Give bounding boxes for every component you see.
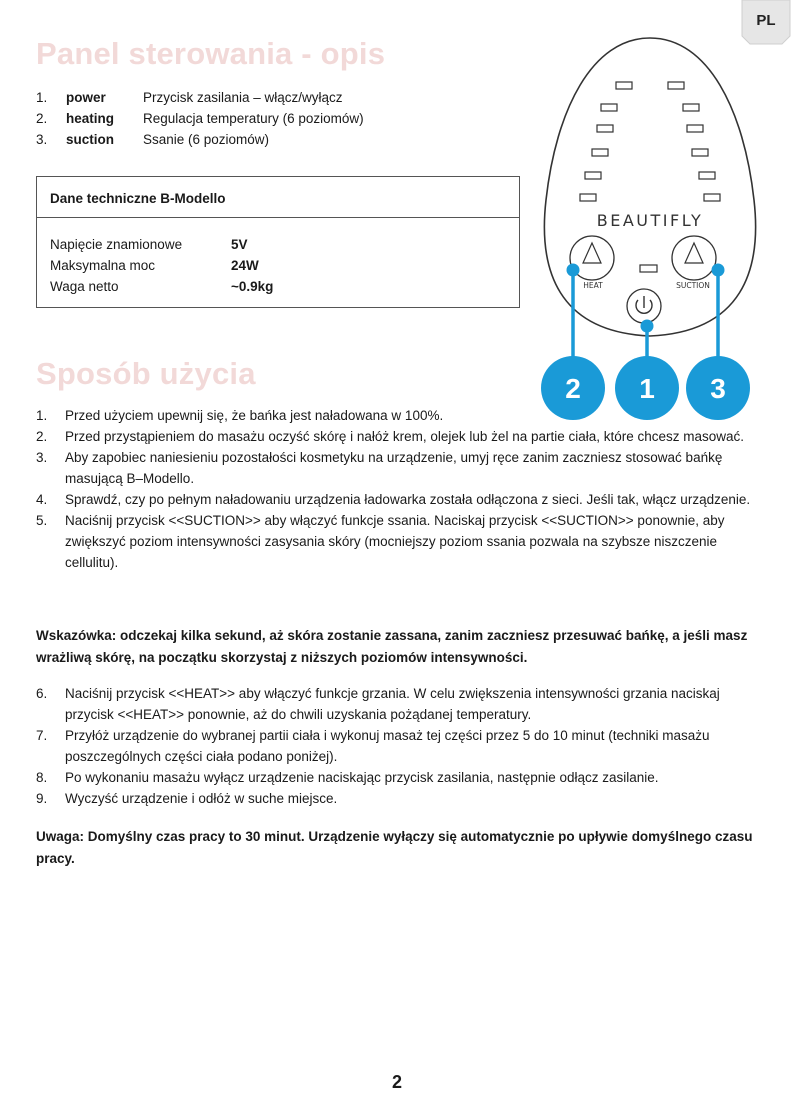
step-text: Naciśnij przycisk <<SUCTION>> aby włączyć funkcje ssania. Naciskaj przycisk <<SUCTION>> ponownie, aby zwiększyć poziom intensywności zasysania skóry (mocniejszy poziom ssania pozwala na szybsze niszczenie cellulitu).: [65, 513, 725, 570]
callout-suction-dot: [712, 264, 725, 277]
step-number: 3.: [36, 450, 48, 465]
spec-value: 5V: [231, 237, 248, 252]
step-text: Przyłóż urządzenie do wybranej partii ciała i wykonuj masaż tej części przez 5 do 10 minut (techniki masażu poszczególnych części ciała podano poniżej).: [65, 728, 710, 764]
specs-divider: [37, 217, 519, 218]
control-name: power: [66, 90, 106, 105]
step-text: Sprawdź, czy po pełnym naładowaniu urządzenia ładowarka została odłączona z sieci. Jeśli tak, włącz urządzenie.: [65, 492, 751, 507]
step-number: 6.: [36, 686, 48, 701]
usage-step: [36, 447, 766, 489]
step-text: Przed przystąpieniem do masażu oczyść skórę i nałóż krem, olejek lub żel na partie ciała, które chcesz masować.: [65, 429, 745, 444]
spec-label: Napięcie znamionowe: [50, 237, 183, 252]
control-description: Ssanie (6 poziomów): [143, 132, 270, 147]
step-number: 9.: [36, 791, 48, 806]
usage-step: [36, 767, 766, 788]
spec-row-power: [50, 255, 273, 276]
device-illustration: [530, 30, 770, 430]
step-text: Po wykonaniu masażu wyłącz urządzenie naciskając przycisk zasilania, następnie odłącz zasilanie.: [65, 770, 659, 785]
usage-step: [36, 405, 766, 426]
step-text: Naciśnij przycisk <<HEAT>> aby włączyć funkcje grzania. W celu zwiększenia intensywności grzania naciskaj przycisk <<HEAT>> ponownie, aż do chwili uzyskania pożądanej temperatury.: [65, 686, 720, 722]
step-number: 2.: [36, 429, 48, 444]
spec-row-weight: [50, 276, 273, 297]
control-name: heating: [66, 111, 115, 126]
page-number: 2: [391, 1072, 402, 1092]
control-description: Regulacja temperatury (6 poziomów): [143, 111, 364, 126]
control-item-power: [36, 87, 364, 108]
spec-label: Waga netto: [50, 279, 119, 294]
callout-number-power: 1: [639, 373, 655, 404]
usage-step: [36, 510, 766, 573]
usage-step: [36, 489, 766, 510]
warning-note: Uwaga: Domyślny czas pracy to 30 minut. Urządzenie wyłączy się automatycznie po upływie domyślnego czasu pracy.: [36, 829, 753, 866]
control-number: 2.: [36, 111, 48, 126]
control-list: [36, 87, 364, 150]
usage-step: [36, 426, 766, 447]
control-description: Przycisk zasilania – włącz/wyłącz: [143, 90, 343, 105]
section-title-usage: Sposób użycia: [36, 356, 256, 391]
control-name: suction: [66, 132, 115, 147]
control-number: 3.: [36, 132, 48, 147]
usage-step: [36, 725, 766, 767]
device-drawing: [530, 30, 770, 430]
step-number: 5.: [36, 513, 48, 528]
step-text: Aby zapobiec naniesieniu pozostałości kosmetyku na urządzenie, umyj ręce zanim zaczniesz stosować bańkę masującą B–Modello.: [65, 450, 723, 486]
usage-steps-b: [36, 683, 766, 809]
step-number: 1.: [36, 408, 48, 423]
section-title-control-panel: Panel sterowania - opis: [36, 36, 386, 71]
heat-label: HEAT: [583, 281, 603, 290]
language-code: PL: [756, 12, 776, 29]
step-text: Wyczyść urządzenie i odłóż w suche miejsce.: [65, 791, 338, 806]
spec-row-voltage: [50, 234, 273, 255]
callout-number-heat: 2: [565, 373, 581, 404]
specs-title: Dane techniczne B-Modello: [50, 191, 226, 206]
suction-label: SUCTION: [676, 281, 710, 290]
usage-step: [36, 788, 766, 809]
spec-label: Maksymalna moc: [50, 258, 156, 273]
spec-value: 24W: [231, 258, 259, 273]
control-item-suction: [36, 129, 364, 150]
usage-steps-a: [36, 405, 766, 573]
spec-value: ~0.9kg: [231, 279, 274, 294]
step-number: 4.: [36, 492, 48, 507]
step-text: Przed użyciem upewnij się, że bańka jest naładowana w 100%.: [65, 408, 444, 423]
tip-note: Wskazówka: odczekaj kilka sekund, aż skóra zostanie zassana, zanim zaczniesz przesuwać bańkę, a jeśli masz wrażliwą skórę, na początku skorzystaj z niższych poziomów intensywności.: [36, 628, 748, 665]
callout-heat-dot: [567, 264, 580, 277]
brand-logo: BEAUTIFLY: [596, 211, 704, 230]
usage-step: [36, 683, 766, 725]
specs-rows: [50, 234, 273, 297]
control-item-heating: [36, 108, 364, 129]
technical-specs-box: [36, 176, 520, 308]
control-number: 1.: [36, 90, 48, 105]
step-number: 7.: [36, 728, 48, 743]
callout-power-dot: [641, 320, 654, 333]
step-number: 8.: [36, 770, 48, 785]
callout-number-suction: 3: [710, 373, 726, 404]
